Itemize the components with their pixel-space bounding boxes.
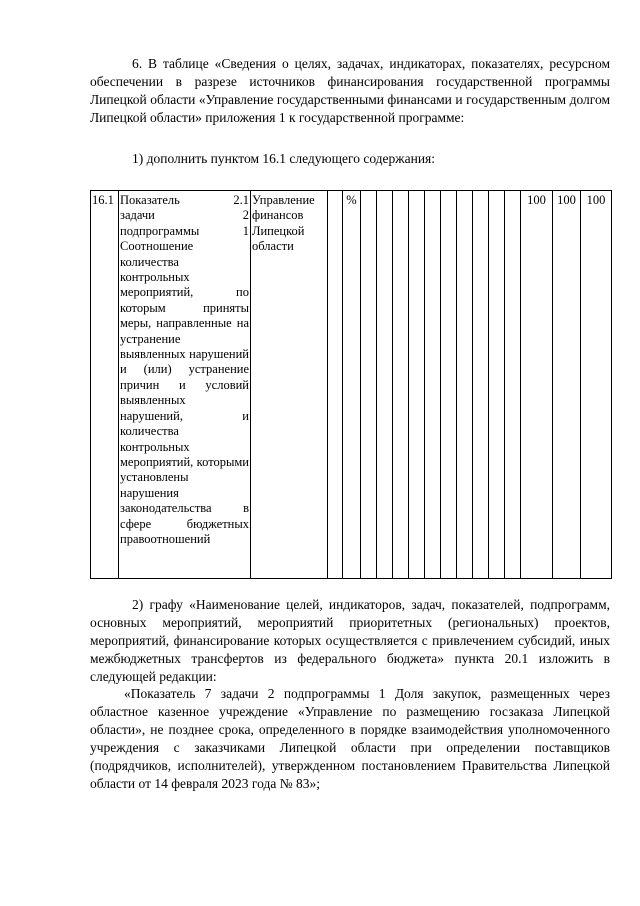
indicator-line-2: задачи [120,208,155,223]
empty-cell [473,191,489,579]
value-cell-1: 100 [521,191,553,579]
row-number-cell: 16.1 [91,191,119,579]
empty-cell [409,191,425,579]
empty-cell [441,191,457,579]
indicator-head: Показатель [120,193,180,207]
indicator-code-2: 2 [242,208,249,223]
value-cell-2: 100 [553,191,581,579]
paragraph-subitem-1: 1) дополнить пунктом 16.1 следующего содержания: [132,151,436,166]
unit-cell: % [343,191,361,579]
empty-cell [377,191,393,579]
paragraph-quote: «Показатель 7 задачи 2 подпрограммы 1 Доля закупок, размещенных через областное казенное учреждение «Управление по размещению госзаказа Липецкой области», не позднее срока, определенного в порядке взаимодействия уполномоченного учреждения с заказчиками Липецкой области при определении поставщиков (подрядчиков, исполнителей), утвержденном постановлением Правительства Липецкой области от 14 февраля 2023 года № 83»; [90,686,610,791]
indicator-code-1: 2.1 [233,193,249,207]
table-row [91,191,612,579]
paragraph-subitem-2: 2) графу «Наименование целей, индикаторов, задач, показателей, подпрограмм, основных мероприятий, мероприятий приоритетных (региональных) проектов, мероприятий, финансирование которых осуществляется с привлечением субсидий, иных межбюджетных трансфертов из федерального бюджета» пункта 20.1 изложить в следующей редакции: [90,597,610,684]
empty-cell [505,191,521,579]
responsible-cell: Управление финансов Липецкой области [251,191,328,579]
indicators-table [90,190,612,579]
empty-cell [393,191,409,579]
indicator-name-cell [119,191,251,579]
empty-cell [361,191,377,579]
value-cell-3: 100 [581,191,612,579]
empty-cell [425,191,441,579]
paragraph-item-6: 6. В таблице «Сведения о целях, задачах, индикаторах, показателях, ресурсном обеспечении в разрезе источников финансирования государственной программы Липецкой области «Управление государственными финансами и государственным долгом Липецкой области» приложения 1 к государственной программе: [90,56,610,125]
empty-cell [489,191,505,579]
empty-cell [328,191,343,579]
indicator-text: подпрограммы 1 Соотношение количества контрольных мероприятий, по которым приняты меры, направленные на устранение выявленных нарушений и (или) устранение причин и условий выявленных нарушений, и количества контрольных мероприятий, которыми установлены нарушения законодательства в сфере бюджетных правоотношений [120,223,249,546]
empty-cell [457,191,473,579]
